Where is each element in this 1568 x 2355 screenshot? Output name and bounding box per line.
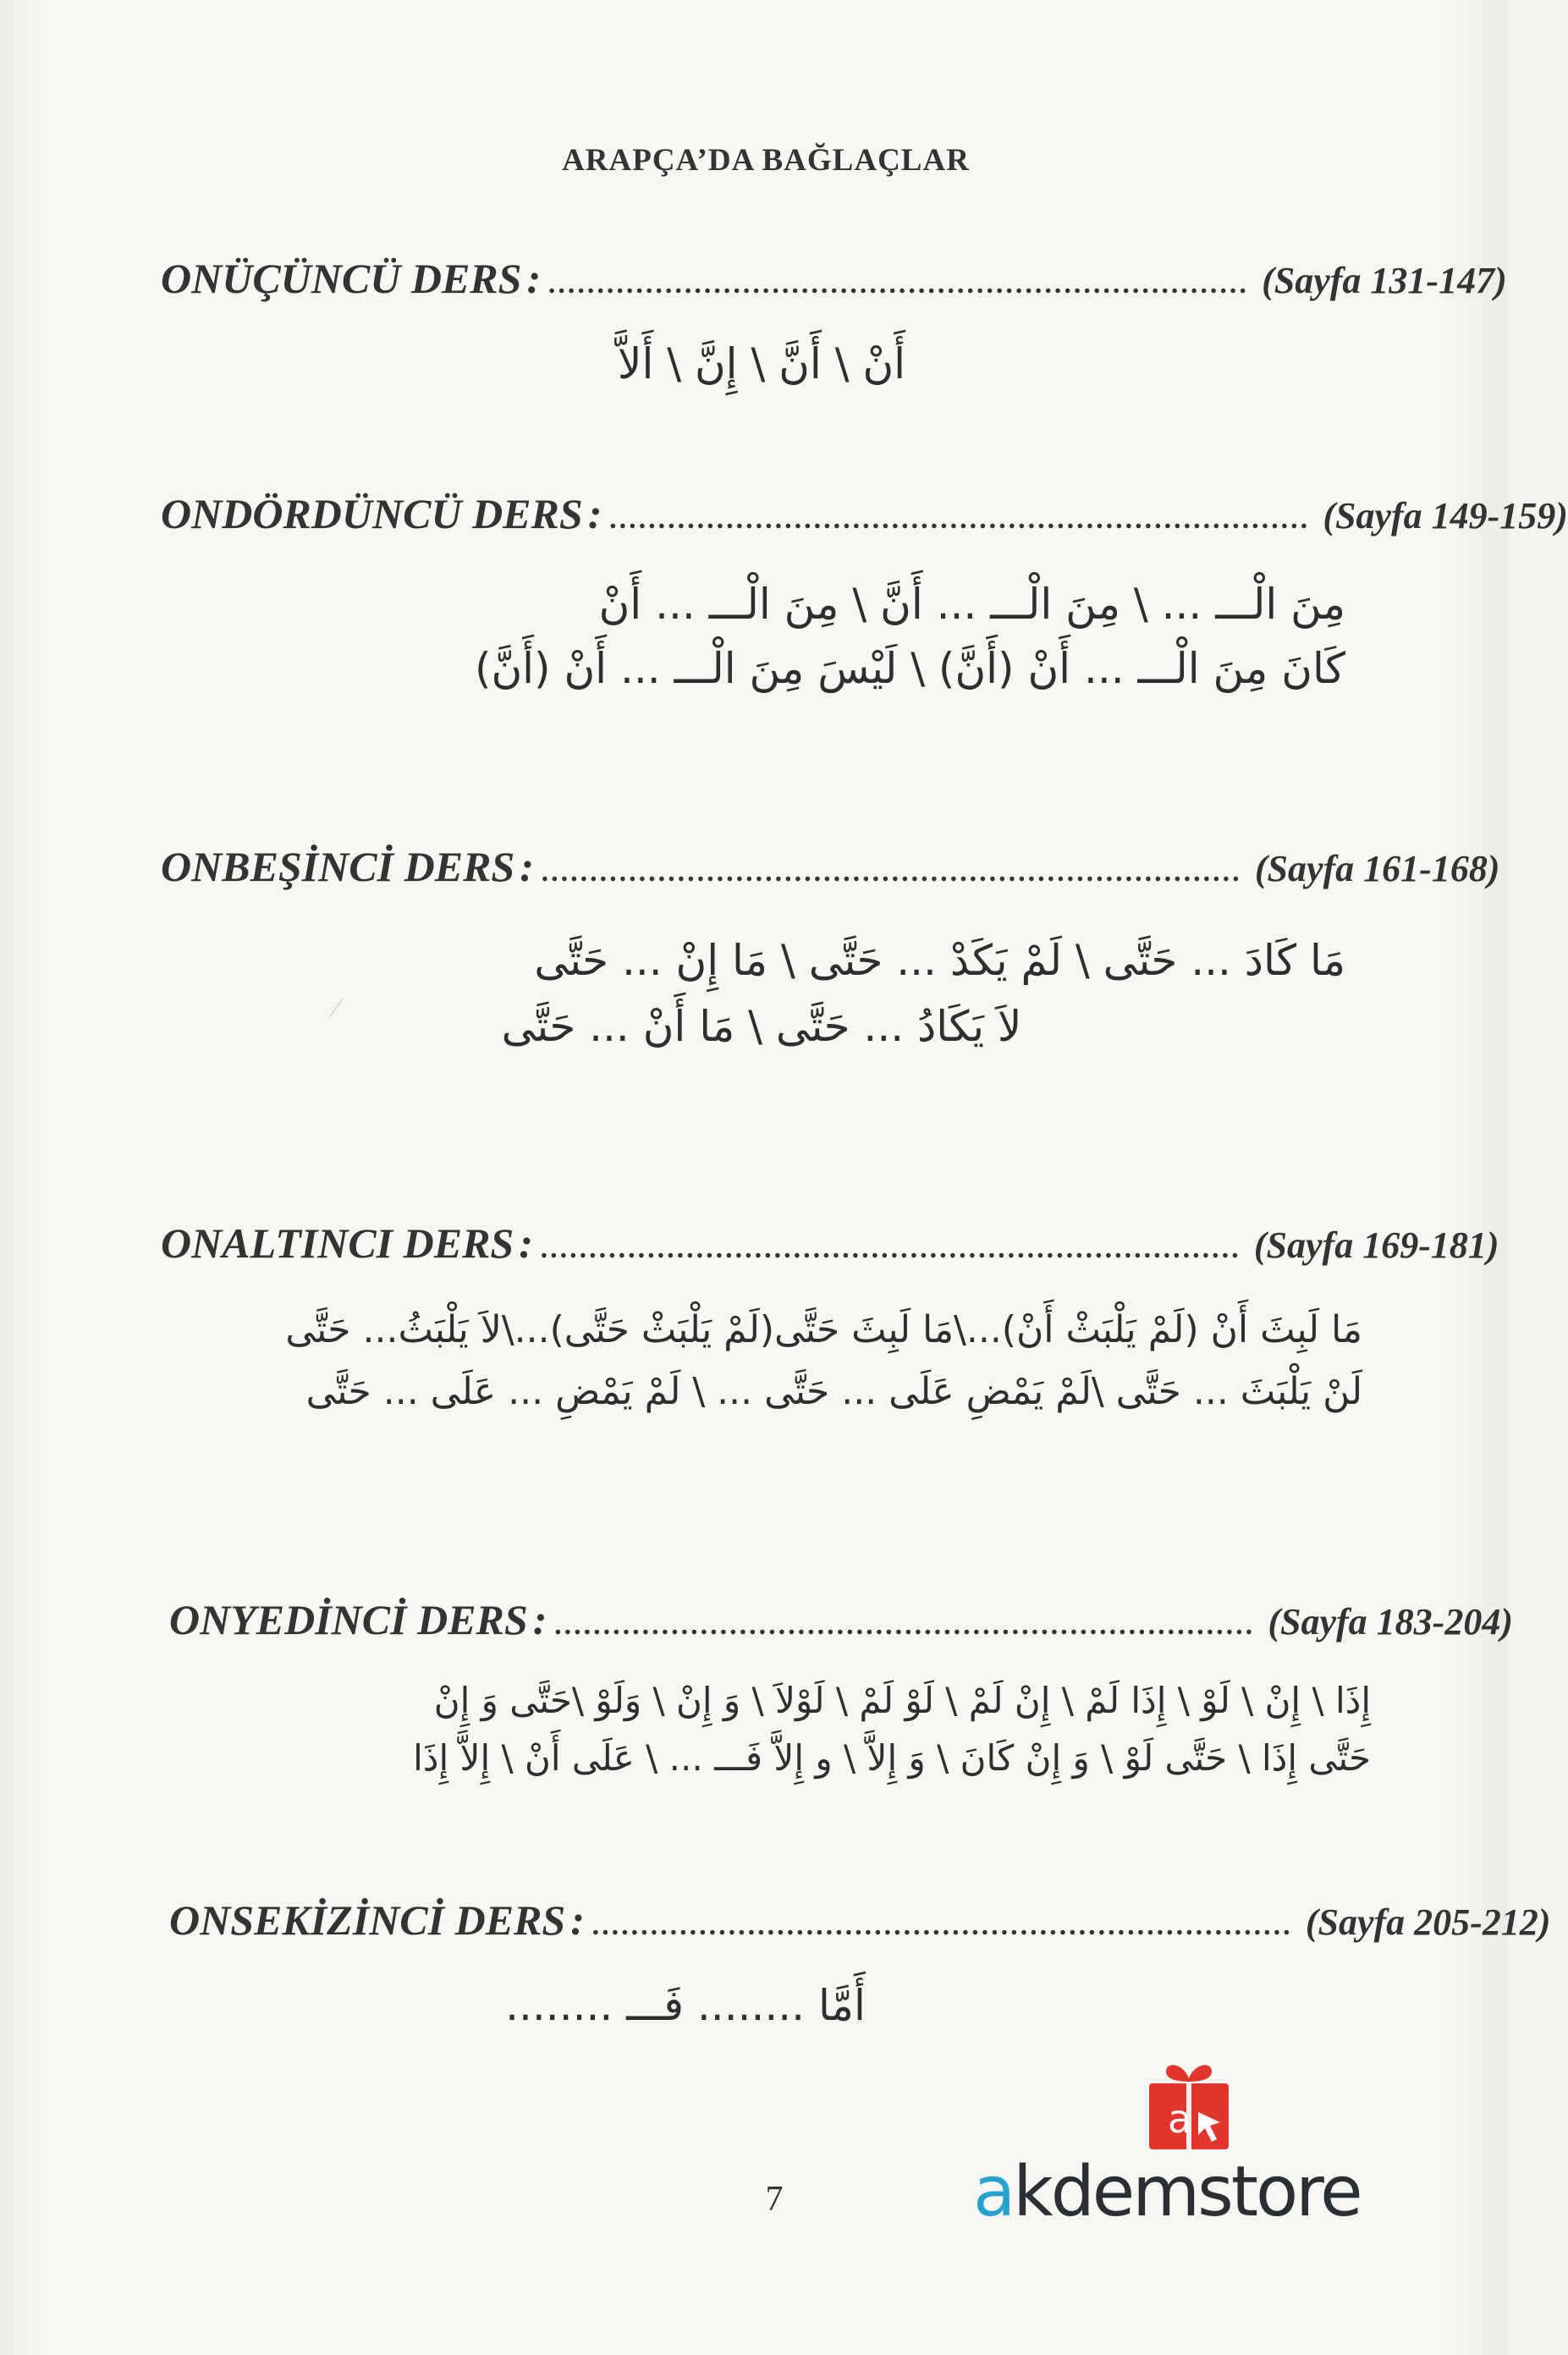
dot-leader: ........................................................................ bbox=[592, 1910, 1294, 1941]
lesson-colon: : bbox=[587, 490, 602, 537]
arabic-line: لَنْ يَلْبَثَ ... حَتَّى \لَمْ يَمْضِ عَلَى ... حَتَّى ... \ لَمْ يَمْضِ ... عَلَى ... حَتَّى bbox=[305, 1369, 1362, 1413]
dot-leader: ........................................................................ bbox=[549, 268, 1251, 300]
lesson-title: ONÜÇÜNCÜ DERS bbox=[161, 255, 522, 302]
page-range: (Sayfa 169-181) bbox=[1253, 1224, 1499, 1266]
lesson-colon: : bbox=[532, 1596, 547, 1643]
store-logo bbox=[973, 2063, 1413, 2258]
arabic-line: أَنْ \ أَنَّ \ إِنَّ \ أَلاَّ bbox=[617, 339, 906, 388]
lesson-colon: : bbox=[526, 255, 542, 302]
arabic-line: مَا كَادَ ... حَتَّى \ لَمْ يَكَدْ ... حَتَّى \ مَا إِنْ ... حَتَّى bbox=[534, 936, 1345, 985]
arabic-line: حَتَّى إِذَا \ حَتَّى لَوْ \ وَ إِنْ كَانَ \ وَ إِلاَّ \ و إِلاَّ فَـــ ... \ عَلَى أَنْ \ إِلاَّ إِذَا bbox=[413, 1737, 1371, 1780]
lesson-title: ONALTINCI DERS bbox=[161, 1219, 514, 1267]
arabic-line: أَمَّا ........ فَـــ ........ bbox=[505, 1981, 866, 2030]
dot-leader: ........................................................................ bbox=[610, 503, 1312, 535]
wordmark-rest: kdemstore bbox=[1013, 2152, 1361, 2232]
lesson-heading bbox=[161, 254, 1507, 303]
dot-leader: ........................................................................ bbox=[541, 1233, 1242, 1264]
lesson-colon: : bbox=[519, 1219, 533, 1267]
lesson-heading bbox=[169, 1595, 1513, 1644]
wordmark-accent: a bbox=[973, 2152, 1014, 2232]
lesson-title: ONYEDİNCİ DERS bbox=[169, 1596, 528, 1643]
page-range: (Sayfa 131-147) bbox=[1262, 260, 1507, 301]
lesson-heading bbox=[169, 1896, 1551, 1945]
lesson-14 bbox=[161, 489, 1568, 694]
lesson-title: ONSEKİZİNCİ DERS bbox=[169, 1896, 566, 1944]
page-range: (Sayfa 183-204) bbox=[1268, 1601, 1513, 1642]
gift-box-icon bbox=[1142, 2063, 1235, 2152]
lesson-colon: : bbox=[570, 1896, 585, 1944]
running-header: ARAPÇA’DA BAĞLAÇLAR bbox=[562, 143, 970, 178]
store-wordmark bbox=[973, 2152, 1413, 2232]
arabic-line: إِذَا \ إِنْ \ لَوْ \ إِذَا لَمْ \ إِنْ لَمْ \ لَوْ لَمْ \ لَوْلاَ \ وَ إِنْ \ وَلَوْ \حَتَّى وَ إِنْ bbox=[433, 1680, 1371, 1721]
arabic-line: مَا لَبِثَ أَنْ (لَمْ يَلْبَثْ أَنْ)...\مَا لَبِثَ حَتَّى(لَمْ يَلْبَثْ حَتَّى)...\لاَ يَلْبَثُ... حَتَّى bbox=[285, 1308, 1362, 1351]
lesson-heading bbox=[161, 1219, 1499, 1268]
lesson-colon: : bbox=[520, 843, 534, 890]
dot-leader: ........................................................................ bbox=[555, 1609, 1257, 1641]
lesson-heading bbox=[161, 842, 1500, 891]
arabic-line: لاَ يَكَادُ ... حَتَّى \ مَا أَنْ ... حَتَّى bbox=[501, 1002, 1022, 1051]
lesson-13 bbox=[161, 254, 1507, 389]
lesson-16 bbox=[161, 1219, 1499, 1415]
page-range: (Sayfa 205-212) bbox=[1305, 1901, 1551, 1943]
page-range: (Sayfa 161-168) bbox=[1254, 848, 1500, 889]
lesson-heading bbox=[161, 489, 1568, 538]
arabic-line: كَانَ مِنَ الْـــ ... أَنْ (أَنَّ) \ لَيْسَ مِنَ الْـــ ... أَنْ (أَنَّ) bbox=[474, 644, 1345, 693]
page-number: 7 bbox=[765, 2180, 784, 2219]
lesson-title: ONBEŞİNCİ DERS bbox=[161, 843, 515, 890]
lesson-title: ONDÖRDÜNCÜ DERS bbox=[161, 490, 583, 537]
lesson-18 bbox=[169, 1896, 1551, 2031]
box-letter: a bbox=[1168, 2096, 1192, 2142]
page-range: (Sayfa 149-159) bbox=[1323, 495, 1568, 536]
lesson-17 bbox=[169, 1595, 1513, 1780]
dot-leader: ........................................................................ bbox=[542, 856, 1243, 888]
arabic-line: مِنَ الْـــ ... \ مِنَ الْـــ ... أَنَّ \ مِنَ الْـــ ... أَنْ bbox=[598, 580, 1345, 629]
